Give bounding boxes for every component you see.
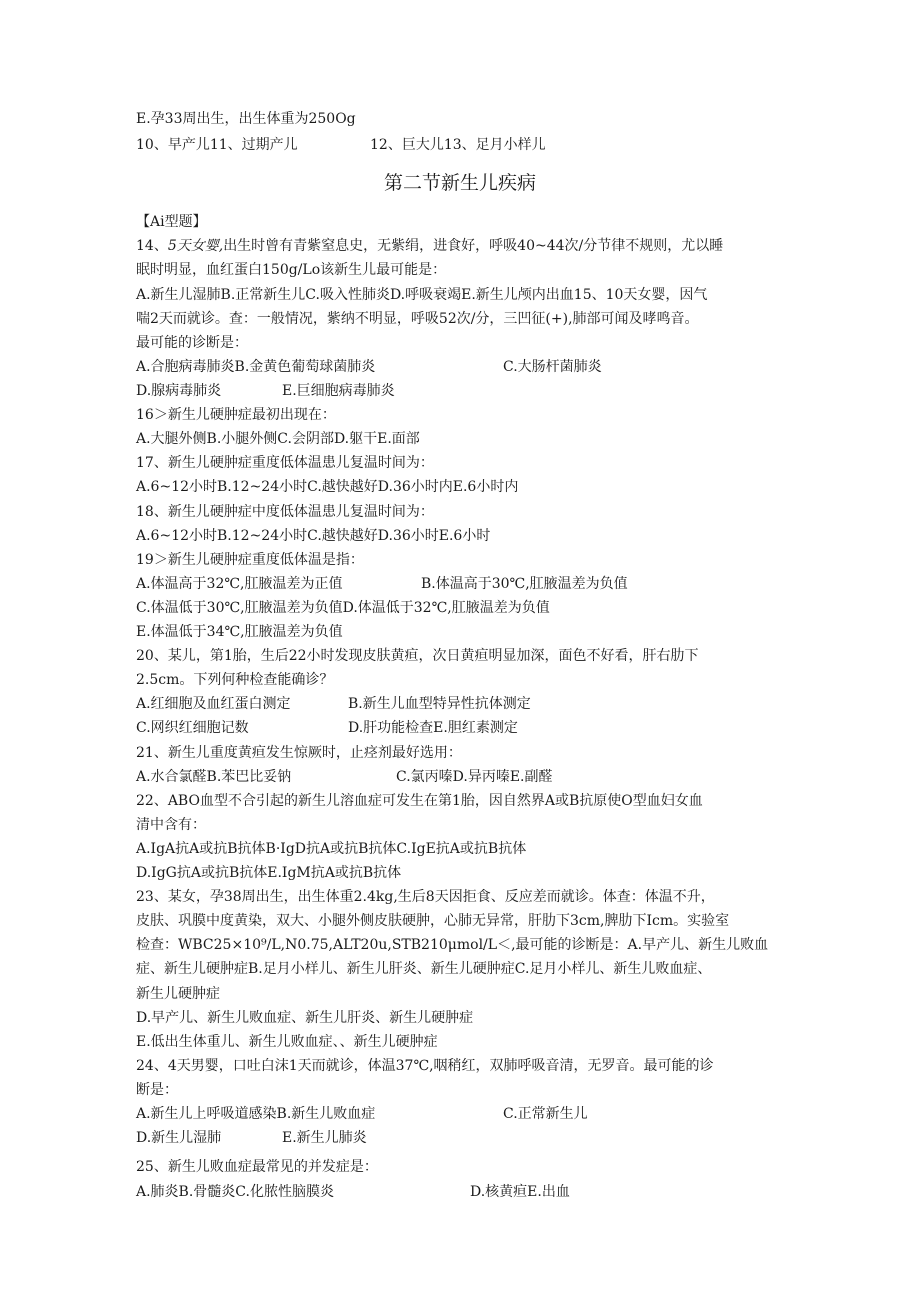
- question-14: [136, 236, 723, 256]
- text-line: B.体温高于30℃,肛腋温差为负值: [421, 576, 628, 592]
- text-line: 22、ABO血型不合引起的新生儿溶血症可发生在第1胎，因自然界A或B抗原使O型血妇女血: [136, 793, 703, 809]
- text-line: D.肝功能检查E.胆红素测定: [348, 720, 518, 736]
- text-line: E.体温低于34℃,肛腋温差为负值: [136, 624, 343, 640]
- text-line: A.水合氯醛B.苯巴比妥钠: [136, 769, 292, 785]
- text-line: 清中含有：: [136, 817, 206, 833]
- text-line: 20、某儿，第1胎，生后22小时发现皮肤黄疸，次日黄疸明显加深，面色不好看，肝右肋下: [136, 648, 699, 664]
- text-line: 新生儿硬肿症: [136, 986, 220, 1002]
- text-line: E.新生儿肺炎: [282, 1130, 367, 1146]
- text-line: A.合胞病毒肺炎B.金黄色葡萄球菌肺炎: [136, 359, 376, 375]
- text-line: C.网织红细胞记数: [136, 720, 249, 736]
- text-line: 2.5cm。下列何种检查能确诊？: [136, 672, 334, 688]
- text-line: 症、新生儿硬肿症B.足月小样儿、新生儿肝炎、新生儿硬肿症C.足月小样儿、新生儿败血症、: [136, 961, 712, 977]
- text-line: A.IgA抗A或抗B抗体B·IgD抗A或抗B抗体C.IgE抗A或抗B抗体: [136, 841, 527, 857]
- text-line: 12、巨大儿13、足月小样儿: [370, 137, 546, 153]
- italic-text: 5天女婴,: [167, 238, 224, 254]
- text-line: A.新生儿湿肺B.正常新生儿C.吸入性肺炎D.呼吸衰竭E.新生儿颅内出血15、10天女婴，因气: [136, 287, 708, 303]
- question-number: 14、: [136, 238, 168, 254]
- text-line: 16＞新生儿硬肿症最初出现在：: [136, 407, 336, 423]
- text-line: D.IgG抗A或抗B抗体E.IgM抗A或抗B抗体: [136, 865, 402, 881]
- text-line: 断是：: [136, 1082, 178, 1098]
- text-line: A.肺炎B.骨髓炎C.化脓性脑膜炎: [136, 1184, 334, 1200]
- text-line: 喘2天而就诊。查：一般情况，紫纳不明显，呼吸52次/分，三凹征(+),肺部可闻及哮鸣音。: [136, 311, 699, 327]
- text-line: 眠时明显，血红蛋白150g/Lo该新生儿最可能是：: [136, 262, 447, 278]
- text-line: A.红细胞及血红蛋白测定: [136, 696, 291, 712]
- text-line: 10、早产儿11、过期产儿: [136, 137, 298, 153]
- text-line: D.腺病毒肺炎: [136, 383, 222, 399]
- text-line: C.正常新生儿: [503, 1106, 588, 1122]
- text-line: C.氯丙嗪D.异丙嗪E.副醛: [396, 769, 553, 785]
- text-line: 最可能的诊断是：: [136, 335, 248, 351]
- text-line: A.体温高于32℃,肛腋温差为正值: [136, 576, 343, 592]
- text-line: 18、新生儿硬肿症中度低体温患儿复温时间为：: [136, 504, 434, 520]
- section-title: 第二节新生儿疾病: [383, 172, 536, 194]
- text-line: C.体温低于30℃,肛腋温差为负值D.体温低于32℃,肛腋温差为负值: [136, 600, 550, 616]
- text-line: A.6~12小时B.12~24小时C.越快越好D.36小时内E.6小时内: [136, 479, 519, 495]
- text-line: C.大肠杆菌肺炎: [503, 359, 602, 375]
- text-line: 19＞新生儿硬肿症重度低体温是指：: [136, 552, 364, 568]
- text-line: A.6~12小时B.12~24小时C.越快越好D.36小时E.6小时: [136, 528, 491, 544]
- text-line: 皮肤、巩膜中度黄染，双大、小腿外侧皮肤硬肿，心肺无异常，肝肋下3cm,脾肋下Icm。实验室: [136, 913, 730, 929]
- text-line: 17、新生儿硬肿症重度低体温患儿复温时间为：: [136, 455, 434, 471]
- question-text: 出生时曾有青紫窒息史，无紫绢，进食好，呼吸40~44次/分节律不规则，尤以睡: [223, 238, 724, 254]
- text-line: 23、某女，孕38周出生，出生体重2.4kg,生后8天因拒食、反应差而就诊。体查：体温不升，: [136, 889, 715, 905]
- text-line: E.孕33周出生，出生体重为250Og: [136, 111, 356, 127]
- text-line: D.核黄疸E.出血: [470, 1184, 570, 1200]
- text-line: B.新生儿血型特异性抗体测定: [348, 696, 531, 712]
- text-line: 25、新生儿败血症最常见的并发症是：: [136, 1159, 378, 1175]
- text-line: 21、新生儿重度黄疸发生惊厥时，止痉剂最好选用：: [136, 745, 462, 761]
- text-line: E.巨细胞病毒肺炎: [282, 383, 395, 399]
- text-line: 24、4天男婴，口吐白沫1天而就诊，体温37℃,咽稍红，双肺呼吸音清，无罗音。最可能的诊: [136, 1058, 714, 1074]
- text-line: D.新生儿湿肺: [136, 1130, 222, 1146]
- question-type-heading: 【Ai型题】: [136, 214, 207, 230]
- text-line: A.大腿外侧B.小腿外侧C.会阴部D.躯干E.面部: [136, 431, 420, 447]
- text-line: E.低出生体重儿、新生儿败血症、、新生儿硬肿症: [136, 1034, 438, 1050]
- text-line: D.早产儿、新生儿败血症、新生儿肝炎、新生儿硬肿症: [136, 1010, 474, 1026]
- text-line: A.新生儿上呼吸道感染B.新生儿败血症: [136, 1106, 376, 1122]
- text-line: 检查：WBC25×10⁹/L,N0.75,ALT20u,STB210μmol/L＜,最可能的诊断是：A.早产儿、新生儿败血: [136, 937, 769, 953]
